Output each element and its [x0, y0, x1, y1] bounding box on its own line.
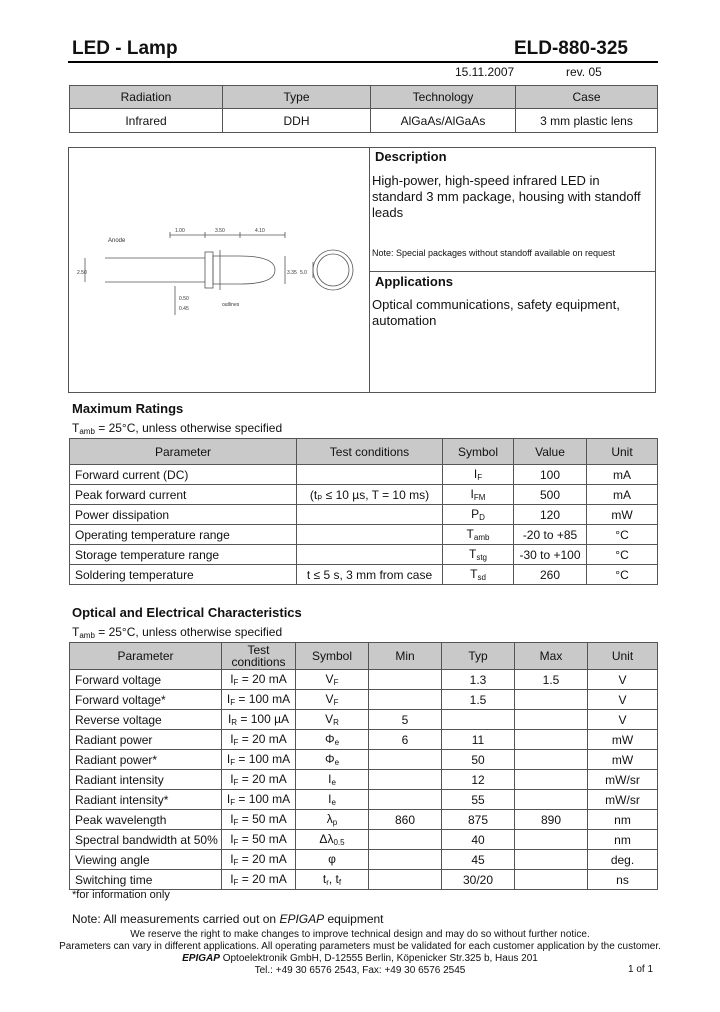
opt-typ: 45: [442, 850, 515, 870]
opt-max: 1.5: [515, 670, 588, 690]
document-date: 15.11.2007: [455, 65, 515, 79]
opt-unit: ns: [588, 870, 658, 890]
summary-header-case: Case: [516, 86, 658, 109]
max-cond-prefix: T: [72, 421, 80, 435]
applications-heading: Applications: [375, 274, 454, 289]
max-value: 500: [514, 485, 587, 505]
opt-min: [369, 690, 442, 710]
opt-max: 890: [515, 810, 588, 830]
optical-row: [70, 850, 658, 870]
opt-param: Viewing angle: [70, 850, 222, 870]
opt-symbol: [296, 830, 369, 850]
document-revision: rev. 05: [566, 65, 602, 79]
opt-header-min: Min: [369, 643, 442, 670]
opt-symbol: [296, 770, 369, 790]
opt-cond: [222, 790, 296, 810]
summary-header-type: Type: [223, 86, 371, 109]
opt-cond-post: = 100 µA: [237, 712, 290, 726]
opt-cond: [222, 750, 296, 770]
optical-condition: [72, 625, 282, 640]
max-symbol-base: I: [470, 487, 474, 501]
opt-symbol-base: V: [325, 712, 334, 726]
opt-cond-pre: I: [226, 692, 231, 706]
opt-cond: [222, 730, 296, 750]
opt-unit: mW/sr: [588, 770, 658, 790]
opt-cond: [222, 770, 296, 790]
opt-cond-sub: F: [233, 838, 239, 847]
max-symbol-sub: D: [479, 513, 485, 522]
opt-cond-pre: I: [230, 672, 234, 686]
max-ratings-row: [70, 525, 658, 545]
opt-symbol-sub: r: [326, 878, 329, 887]
opt-typ: 11: [442, 730, 515, 750]
optical-row: [70, 690, 658, 710]
opt-min: [369, 850, 442, 870]
opt-symbol-sub: e: [331, 798, 336, 807]
opt-min: [369, 750, 442, 770]
opt-unit: nm: [588, 830, 658, 850]
max-param: Forward current (DC): [70, 465, 297, 485]
opt-cond-sub: F: [233, 778, 239, 787]
opt-symbol-base: V: [325, 672, 334, 686]
description-divider: [369, 147, 370, 393]
optical-title: Optical and Electrical Characteristics: [72, 605, 302, 620]
max-value: 260: [514, 565, 587, 585]
opt-cond-pre: I: [230, 732, 234, 746]
opt-header-unit: Unit: [588, 643, 658, 670]
max-header-parameter: Parameter: [70, 439, 297, 465]
opt-cond: [222, 690, 296, 710]
opt-header-parameter: Parameter: [70, 643, 222, 670]
dim-label-2: 3.50: [215, 228, 225, 234]
opt-max: [515, 730, 588, 750]
dim-label-3: 4.10: [255, 228, 265, 234]
opt-symbol: [296, 810, 369, 830]
opt-cond-sub: F: [230, 798, 236, 807]
dim-label-1: 1.00: [175, 228, 185, 234]
page-number: 1 of 1: [628, 964, 654, 975]
opt-symbol: [296, 870, 369, 890]
optical-row: [70, 790, 658, 810]
footer-line-3: [0, 953, 720, 964]
opt-cond-pre: I: [230, 872, 234, 886]
opt-max: [515, 690, 588, 710]
footer-address: Optoelektronik GmbH, D-12555 Berlin, Köpenicker Str.325 b, Haus 201: [219, 953, 538, 964]
optical-row: [70, 770, 658, 790]
opt-max: [515, 830, 588, 850]
max-ratings-row: [70, 465, 658, 485]
max-ratings-row: [70, 565, 658, 585]
opt-cond-pre: I: [230, 832, 234, 846]
opt-param: Spectral bandwidth at 50%: [70, 830, 222, 850]
opt-typ: 30/20: [442, 870, 515, 890]
max-unit: °C: [587, 565, 658, 585]
opt-cond-sub: F: [233, 878, 239, 887]
opt-unit: mW/sr: [588, 790, 658, 810]
summary-radiation: Infrared: [70, 109, 223, 133]
opt-cond-pre: I: [226, 752, 231, 766]
max-header-value: Value: [514, 439, 587, 465]
opt-symbol-sub: 0.5: [333, 838, 345, 847]
max-ratings-title: Maximum Ratings: [72, 401, 184, 416]
description-note: Note: Special packages without standoff available on request: [372, 248, 615, 258]
opt-symbol: [296, 670, 369, 690]
opt-symbol-base: Φ: [324, 732, 335, 746]
max-symbol-base: T: [470, 567, 478, 581]
optical-row: [70, 710, 658, 730]
max-cond: [297, 545, 443, 565]
opt-param: Reverse voltage: [70, 710, 222, 730]
anode-label: Anode: [108, 238, 126, 244]
opt-cond-pre: I: [227, 712, 232, 726]
applications-divider: [369, 271, 656, 272]
max-unit: mW: [587, 505, 658, 525]
opt-symbol-sub: e: [334, 758, 340, 767]
opt-cond-post: = 20 mA: [238, 852, 287, 866]
opt-symbol-base: t: [322, 872, 327, 886]
optical-footnote: *for information only: [72, 889, 170, 901]
summary-table: [69, 85, 658, 133]
opt-cond-sub: F: [233, 738, 239, 747]
dim-label-9: 5.0: [300, 270, 307, 276]
opt-typ: 55: [442, 790, 515, 810]
opt-max: [515, 770, 588, 790]
opt-max: [515, 750, 588, 770]
max-header-symbol: Symbol: [443, 439, 514, 465]
opt-cond-sub: amb: [79, 631, 95, 640]
opt-param: Radiant intensity: [70, 770, 222, 790]
opt-unit: mW: [588, 730, 658, 750]
opt-symbol-sub: p: [332, 818, 338, 827]
max-symbol: [443, 565, 514, 585]
opt-cond-sub: F: [233, 678, 239, 687]
max-param: Operating temperature range: [70, 525, 297, 545]
dim-label-5: 3.35: [287, 270, 297, 276]
max-ratings-row: [70, 505, 658, 525]
optical-table: [69, 642, 658, 890]
opt-param: Peak wavelength: [70, 810, 222, 830]
opt-cond-post: = 50 mA: [238, 812, 287, 826]
opt-unit: V: [588, 710, 658, 730]
opt-cond-sub: F: [230, 698, 236, 707]
opt-symbol-sub: R: [333, 718, 339, 727]
opt-symbol: [296, 790, 369, 810]
opt-cond: [222, 870, 296, 890]
opt-symbol-base: φ: [328, 852, 336, 866]
opt-cond: [222, 830, 296, 850]
max-param: Peak forward current: [70, 485, 297, 505]
opt-max: [515, 710, 588, 730]
measurement-note: [72, 912, 384, 926]
opt-cond: [222, 850, 296, 870]
note-brand: EPIGAP: [279, 912, 325, 926]
opt-typ: 50: [442, 750, 515, 770]
max-value: 120: [514, 505, 587, 525]
summary-header-technology: Technology: [371, 86, 516, 109]
max-header-unit: Unit: [587, 439, 658, 465]
max-value: -20 to +85: [514, 525, 587, 545]
opt-max: [515, 790, 588, 810]
opt-cond-pre: I: [230, 812, 234, 826]
opt-cond-sub: F: [233, 858, 239, 867]
footer-brand: EPIGAP: [182, 953, 220, 964]
max-ratings-table: [69, 438, 658, 585]
package-outline-svg: [75, 220, 365, 330]
max-symbol-sub: F: [477, 473, 483, 482]
max-cond: [297, 525, 443, 545]
opt-symbol-base2: , t: [328, 872, 339, 886]
opt-symbol: [296, 710, 369, 730]
opt-param: Radiant intensity*: [70, 790, 222, 810]
max-symbol-sub: amb: [473, 533, 490, 542]
max-param: Power dissipation: [70, 505, 297, 525]
max-param: Storage temperature range: [70, 545, 297, 565]
dim-label-8: outlines: [222, 302, 240, 308]
max-value: 100: [514, 465, 587, 485]
opt-cond-sub: F: [230, 758, 236, 767]
opt-symbol: [296, 690, 369, 710]
opt-min: 5: [369, 710, 442, 730]
footer-line-2: Parameters can vary in different applications. All operating parameters must be validated for each customer application by the customer.: [59, 941, 661, 952]
opt-cond-post: = 20 mA: [238, 772, 287, 786]
package-drawing: [75, 220, 365, 330]
opt-cond-post: = 100 mA: [235, 692, 291, 706]
max-symbol: [443, 465, 514, 485]
opt-param: Radiant power: [70, 730, 222, 750]
max-symbol-base: T: [468, 547, 477, 561]
footer-line-4: Tel.: +49 30 6576 2543, Fax: +49 30 6576 2545: [254, 965, 466, 976]
opt-cond-pre: I: [226, 792, 231, 806]
max-symbol: [443, 485, 514, 505]
opt-unit: nm: [588, 810, 658, 830]
opt-param: Forward voltage: [70, 670, 222, 690]
opt-cond-pre: I: [230, 852, 234, 866]
opt-symbol-sub: e: [331, 778, 336, 787]
optical-row: [70, 750, 658, 770]
opt-max: [515, 850, 588, 870]
opt-cond-sub: R: [231, 718, 238, 727]
opt-symbol-sub2: f: [338, 878, 342, 887]
max-header-conditions: Test conditions: [297, 439, 443, 465]
max-symbol: [443, 545, 514, 565]
opt-unit: deg.: [588, 850, 658, 870]
opt-symbol-base: V: [325, 692, 334, 706]
opt-typ: 12: [442, 770, 515, 790]
document-title: LED - Lamp: [72, 38, 178, 59]
opt-typ: 1.3: [442, 670, 515, 690]
max-symbol-sub: FM: [473, 493, 486, 502]
opt-min: 6: [369, 730, 442, 750]
opt-symbol-base: Φ: [324, 752, 335, 766]
part-number: ELD-880-325: [513, 38, 628, 59]
dim-label-7: 0.45: [179, 306, 189, 312]
opt-symbol-base: I: [328, 792, 332, 806]
opt-typ: 875: [442, 810, 515, 830]
opt-param: Forward voltage*: [70, 690, 222, 710]
opt-header-typ: Typ: [442, 643, 515, 670]
max-cond: t ≤ 5 s, 3 mm from case: [297, 565, 443, 585]
opt-cond-post: = 20 mA: [238, 732, 287, 746]
max-symbol-sub: stg: [476, 553, 487, 562]
optical-row: [70, 670, 658, 690]
optical-row: [70, 810, 658, 830]
opt-cond: [222, 810, 296, 830]
dim-label-4: 2.50: [77, 270, 87, 276]
opt-symbol: [296, 750, 369, 770]
opt-unit: V: [588, 670, 658, 690]
opt-header-conditions: Test conditions: [222, 643, 296, 670]
applications-text: Optical communications, safety equipment, automation: [372, 297, 620, 328]
note-prefix: Note: All measurements carried out on: [72, 912, 280, 926]
header-rule: [68, 61, 658, 63]
max-param: Soldering temperature: [70, 565, 297, 585]
max-value: -30 to +100: [514, 545, 587, 565]
opt-symbol-sub: F: [333, 698, 339, 707]
max-ratings-condition: [72, 421, 282, 436]
opt-unit: mW: [588, 750, 658, 770]
max-symbol-base: T: [466, 527, 474, 541]
max-ratings-row: [70, 485, 658, 505]
max-ratings-row: [70, 545, 658, 565]
optical-row: [70, 830, 658, 850]
opt-min: [369, 830, 442, 850]
opt-header-symbol: Symbol: [296, 643, 369, 670]
opt-typ: 1.5: [442, 690, 515, 710]
opt-min: [369, 870, 442, 890]
max-symbol-base: P: [471, 507, 480, 521]
opt-cond-post: = 50 mA: [238, 832, 287, 846]
summary-case: 3 mm plastic lens: [516, 109, 658, 133]
description-heading: Description: [375, 149, 447, 164]
max-cond: (tₚ ≤ 10 µs, T = 10 ms): [297, 485, 443, 505]
max-unit: °C: [587, 525, 658, 545]
summary-header-radiation: Radiation: [70, 86, 223, 109]
note-suffix: equipment: [324, 912, 384, 926]
opt-min: [369, 670, 442, 690]
max-cond: [297, 465, 443, 485]
opt-typ: [442, 710, 515, 730]
max-symbol: [443, 505, 514, 525]
optical-row: [70, 730, 658, 750]
summary-technology: AlGaAs/AlGaAs: [371, 109, 516, 133]
opt-cond-post: = 20 mA: [238, 872, 287, 886]
opt-max: [515, 870, 588, 890]
max-cond-suffix: = 25°C, unless otherwise specified: [94, 421, 283, 435]
max-symbol-sub: sd: [477, 573, 486, 582]
opt-symbol-base: Δλ: [319, 832, 334, 846]
opt-symbol: [296, 850, 369, 870]
summary-type: DDH: [223, 109, 371, 133]
opt-cond-suffix: = 25°C, unless otherwise specified: [94, 625, 283, 639]
opt-unit: V: [588, 690, 658, 710]
opt-cond-post: = 100 mA: [235, 792, 291, 806]
opt-typ: 40: [442, 830, 515, 850]
footer-line-1: We reserve the right to make changes to improve technical design and may do so without further notice.: [130, 929, 590, 940]
max-cond-sub: amb: [79, 427, 95, 436]
opt-min: [369, 770, 442, 790]
max-unit: mA: [587, 465, 658, 485]
opt-param: Switching time: [70, 870, 222, 890]
opt-symbol-sub: e: [334, 738, 340, 747]
max-cond: [297, 505, 443, 525]
opt-min: [369, 790, 442, 810]
opt-header-max: Max: [515, 643, 588, 670]
opt-cond-sub: F: [233, 818, 239, 827]
opt-param: Radiant power*: [70, 750, 222, 770]
max-symbol: [443, 525, 514, 545]
description-text: High-power, high-speed infrared LED in standard 3 mm package, housing with standoff leads: [372, 173, 641, 220]
optical-row: [70, 870, 658, 890]
opt-symbol: [296, 730, 369, 750]
max-symbol-base: I: [473, 467, 478, 481]
opt-cond: [222, 670, 296, 690]
opt-min: 860: [369, 810, 442, 830]
opt-symbol-base: I: [328, 772, 332, 786]
dim-label-6: 0.50: [179, 296, 189, 302]
max-unit: mA: [587, 485, 658, 505]
opt-symbol-base: λ: [326, 812, 333, 826]
opt-cond: [222, 710, 296, 730]
max-unit: °C: [587, 545, 658, 565]
opt-cond-pre: I: [230, 772, 234, 786]
opt-cond-prefix: T: [72, 625, 80, 639]
opt-symbol-sub: F: [333, 678, 339, 687]
opt-cond-post: = 100 mA: [235, 752, 291, 766]
opt-cond-post: = 20 mA: [238, 672, 287, 686]
